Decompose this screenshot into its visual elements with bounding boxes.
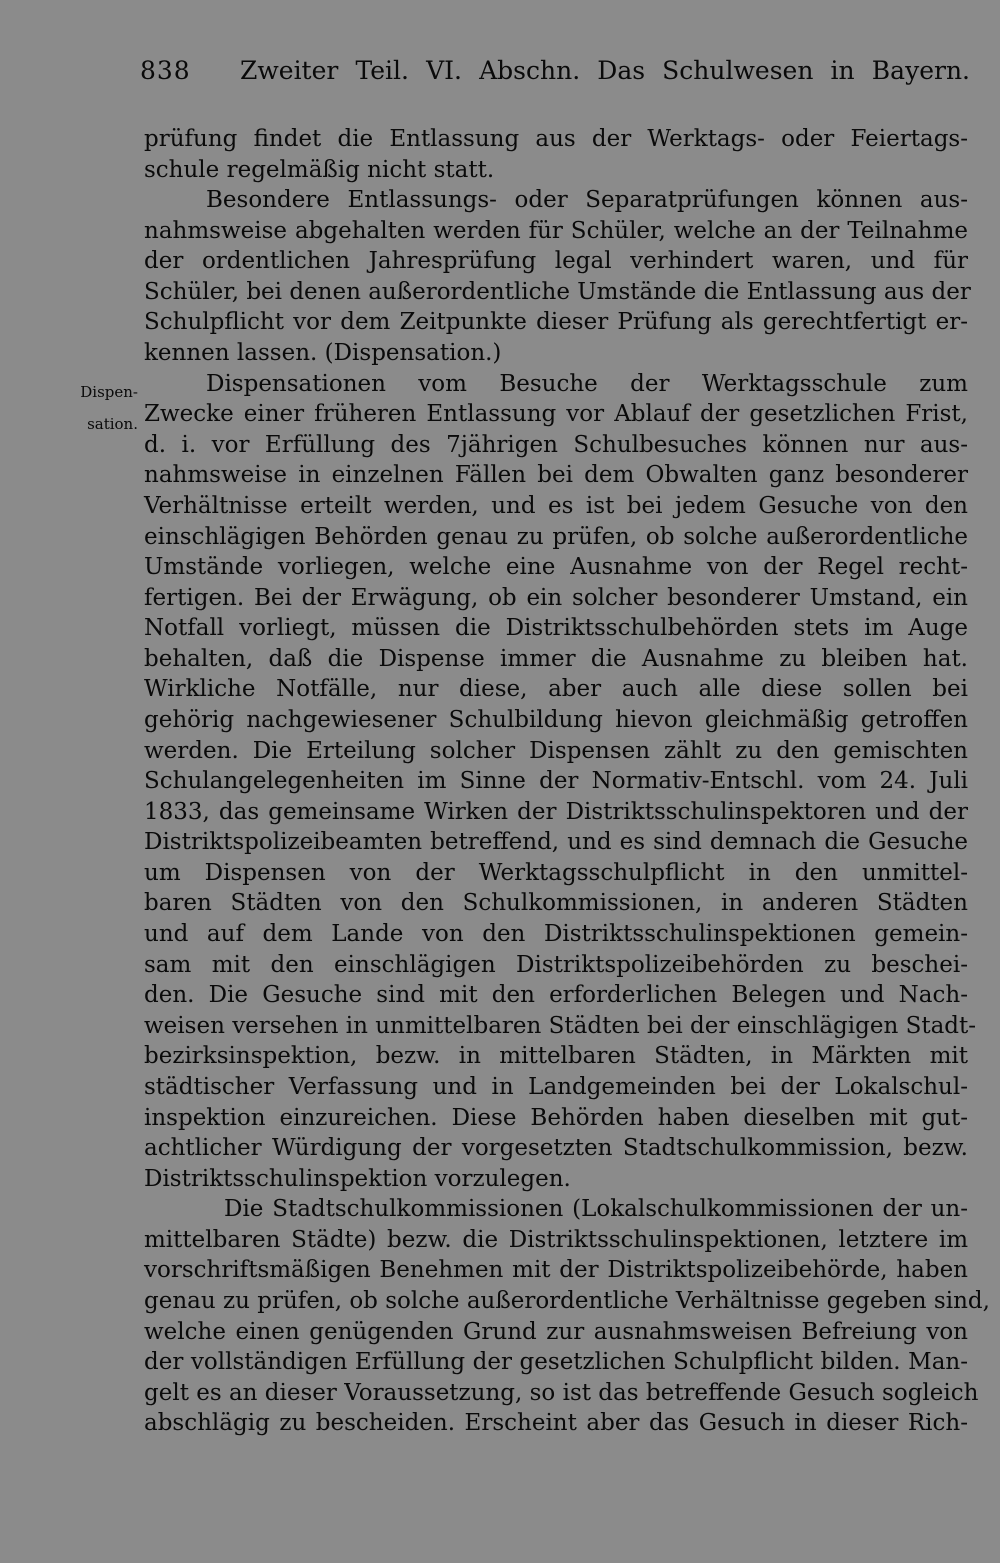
running-title: Zweiter Teil. VI. Abschn. Das Schulwesen in Bayern.	[240, 56, 970, 85]
text-line: mittelbaren Städte) bezw. die Distriktsschulinspektionen, letztere im	[144, 1226, 968, 1253]
text-line: Besondere Entlassungs- oder Separatprüfungen können aus-	[206, 187, 968, 214]
text-line: behalten, daß die Dispense immer die Ausnahme zu bleiben hat.	[144, 645, 968, 672]
text-line: gehörig nachgewiesener Schulbildung hievon gleichmäßig getroffen	[144, 706, 968, 733]
text-line: baren Städten von den Schulkommissionen, in anderen Städten	[144, 890, 968, 917]
text-line: d. i. vor Erfüllung des 7jährigen Schulbesuches können nur aus-	[144, 431, 968, 458]
text-line: welche einen genügenden Grund zur ausnahmsweisen Befreiung von	[144, 1318, 968, 1345]
text-line: um Dispensen von der Werktagsschulpflicht in den unmittel-	[144, 859, 968, 886]
text-line: Schüler, bei denen außerordentliche Umstände die Entlassung aus der	[144, 278, 971, 305]
text-line: Schulangelegenheiten im Sinne der Normativ-Entschl. vom 24. Juli	[144, 768, 968, 795]
text-line: weisen versehen in unmittelbaren Städten bei der einschlägigen Stadt-	[144, 1012, 977, 1039]
body-text	[144, 124, 990, 1439]
margin-note-line: Dispen-	[80, 383, 138, 401]
text-line: Notfall vorliegt, müssen die Distriktsschulbehörden stets im Auge	[144, 615, 968, 642]
text-line: schule regelmäßig nicht statt.	[144, 156, 495, 183]
text-line: städtischer Verfassung und in Landgemeinden bei der Lokalschul-	[144, 1073, 968, 1100]
text-line: einschlägigen Behörden genau zu prüfen, ob solche außerordentliche	[144, 523, 968, 550]
text-line: Verhältnisse erteilt werden, und es ist bei jedem Gesuche von den	[144, 492, 968, 519]
page-header	[140, 54, 970, 88]
text-line: sam mit den einschlägigen Distriktspolizeibehörden zu beschei-	[144, 951, 968, 978]
text-line: Umstände vorliegen, welche eine Ausnahme von der Regel recht-	[144, 554, 968, 581]
text-line: vorschriftsmäßigen Benehmen mit der Distriktspolizeibehörde, haben	[144, 1257, 968, 1284]
text-line: Wirkliche Notfälle, nur diese, aber auch alle diese sollen bei	[144, 676, 968, 703]
text-line: Zwecke einer früheren Entlassung vor Ablauf der gesetzlichen Frist,	[144, 401, 968, 428]
text-line: Distriktsschulinspektion vorzulegen.	[144, 1165, 571, 1192]
text-line: Dispensationen vom Besuche der Werktagsschule zum	[206, 370, 968, 397]
text-line: werden. Die Erteilung solcher Dispensen zählt zu den gemischten	[144, 737, 968, 764]
text-line: der vollständigen Erfüllung der gesetzlichen Schulpflicht bilden. Man-	[144, 1349, 968, 1376]
text-line: kennen lassen. (Dispensation.)	[144, 340, 502, 367]
text-line: achtlicher Würdigung der vorgesetzten Stadtschulkommission, bezw.	[144, 1135, 968, 1162]
text-line: und auf dem Lande von den Distriktsschulinspektionen gemein-	[144, 921, 968, 948]
text-line: abschlägig zu bescheiden. Erscheint aber das Gesuch in dieser Rich-	[144, 1410, 968, 1437]
margin-note	[48, 376, 138, 440]
text-line: fertigen. Bei der Erwägung, ob ein solcher besonderer Umstand, ein	[144, 584, 968, 611]
margin-note-line: sation.	[87, 415, 138, 433]
text-line: der ordentlichen Jahresprüfung legal verhindert waren, und für	[144, 248, 968, 275]
text-line: Die Stadtschulkommissionen (Lokalschulkommissionen der un-	[224, 1196, 968, 1223]
text-line: den. Die Gesuche sind mit den erforderlichen Belegen und Nach-	[144, 982, 968, 1009]
text-line: Schulpflicht vor dem Zeitpunkte dieser Prüfung als gerechtfertigt er-	[144, 309, 968, 336]
text-line: nahmsweise in einzelnen Fällen bei dem Obwalten ganz besonderer	[144, 462, 968, 489]
text-line: Distriktspolizeibeamten betreffend, und es sind demnach die Gesuche	[144, 829, 968, 856]
text-line: bezirksinspektion, bezw. in mittelbaren Städten, in Märkten mit	[144, 1043, 968, 1070]
page-number: 838	[140, 56, 191, 85]
text-line: genau zu prüfen, ob solche außerordentliche Verhältnisse gegeben sind,	[144, 1287, 990, 1314]
text-line: 1833, das gemeinsame Wirken der Distriktsschulinspektoren und der	[144, 798, 968, 825]
text-line: gelt es an dieser Voraussetzung, so ist das betreffende Gesuch sogleich	[144, 1379, 979, 1406]
text-line: nahmsweise abgehalten werden für Schüler, welche an der Teilnahme	[144, 217, 968, 244]
text-line: inspektion einzureichen. Diese Behörden haben dieselben mit gut-	[144, 1104, 968, 1131]
text-line: prüfung findet die Entlassung aus der Werktags- oder Feiertags-	[144, 126, 968, 152]
